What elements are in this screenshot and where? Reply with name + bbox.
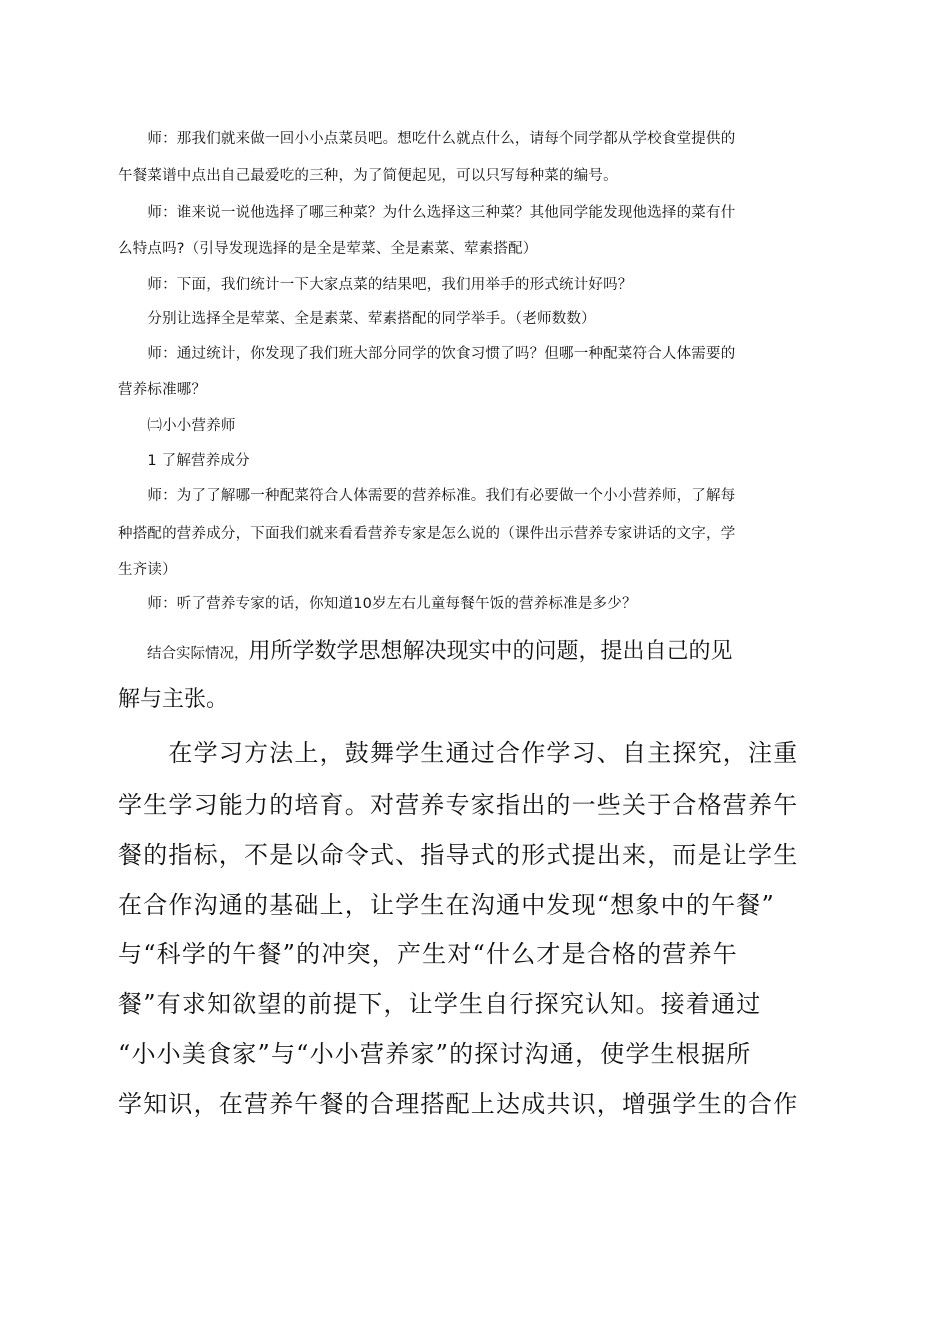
paragraph-line: 师：为了了解哪一种配菜符合人体需要的营养标准。我们有必要做一个小小营养师，了解每 (118, 488, 736, 504)
paragraph-line: 师：通过统计，你发现了我们班大部分同学的饮食习惯了吗？但哪一种配菜符合人体需要的 (118, 346, 736, 362)
paragraph-line: 在合作沟通的基础上，让学生在沟通中发现“想象中的午餐” (118, 891, 775, 919)
subsection-heading: 1 了解营养成分 (118, 453, 250, 469)
paragraph-line: 餐”有求知欲望的前提下，让学生自行探究认知。接着通过 (118, 990, 762, 1018)
paragraph-line: 餐的指标，不是以命令式、指导式的形式提出来，而是让学生 (118, 841, 799, 869)
paragraph-line: 与“科学的午餐”的冲突，产生对“什么才是合格的营养午 (118, 940, 739, 968)
paragraph-line: 师：听了营养专家的话，你知道10岁左右儿童每餐午饭的营养标准是多少？ (118, 596, 637, 612)
paragraph-lead: 结合实际情况， (118, 646, 249, 662)
paragraph-line: 解与主张。 (118, 687, 229, 712)
paragraph-line: 营养标准哪？ (118, 382, 207, 398)
paragraph-line: “小小美食家”与“小小营养家”的探讨沟通，使学生根据所 (118, 1040, 752, 1068)
paragraph-line: 学生学习能力的培育。对营养专家指出的一些关于合格营养午 (118, 791, 799, 819)
paragraph-line: 在学习方法上，鼓舞学生通过合作学习、自主探究，注重 (118, 739, 799, 767)
paragraph-line: 么特点吗?（引导发现选择的是全是荤菜、全是素菜、荤素搭配） (118, 241, 538, 257)
paragraph-line: 学知识，在营养午餐的合理搭配上达成共识，增强学生的合作 (118, 1090, 799, 1118)
paragraph-text: 用所学数学思想解决现实中的问题，提出自己的见 (248, 639, 733, 664)
paragraph-line: 师：那我们就来做一回小小点菜员吧。想吃什么就点什么，请每个同学都从学校食堂提供的 (118, 131, 736, 147)
paragraph-line: 师：下面，我们统计一下大家点菜的结果吧，我们用举手的形式统计好吗？ (118, 277, 633, 293)
paragraph-line: 午餐菜谱中点出自己最爱吃的三种，为了简便起见，可以只写每种菜的编号。 (118, 168, 618, 184)
paragraph-line (118, 634, 733, 665)
paragraph-line: 生齐读） (118, 562, 177, 578)
paragraph-line: 种搭配的营养成分，下面我们就来看看营养专家是怎么说的（课件出示营养专家讲话的文字，学 (118, 526, 736, 542)
section-heading: ㈡小小营养师 (118, 418, 236, 434)
paragraph-line: 师：谁来说一说他选择了哪三种菜？为什么选择这三种菜？其他同学能发现他选择的菜有什 (118, 205, 736, 221)
paragraph-line: 分别让选择全是荤菜、全是素菜、荤素搭配的同学举手。（老师数数） (118, 311, 596, 327)
